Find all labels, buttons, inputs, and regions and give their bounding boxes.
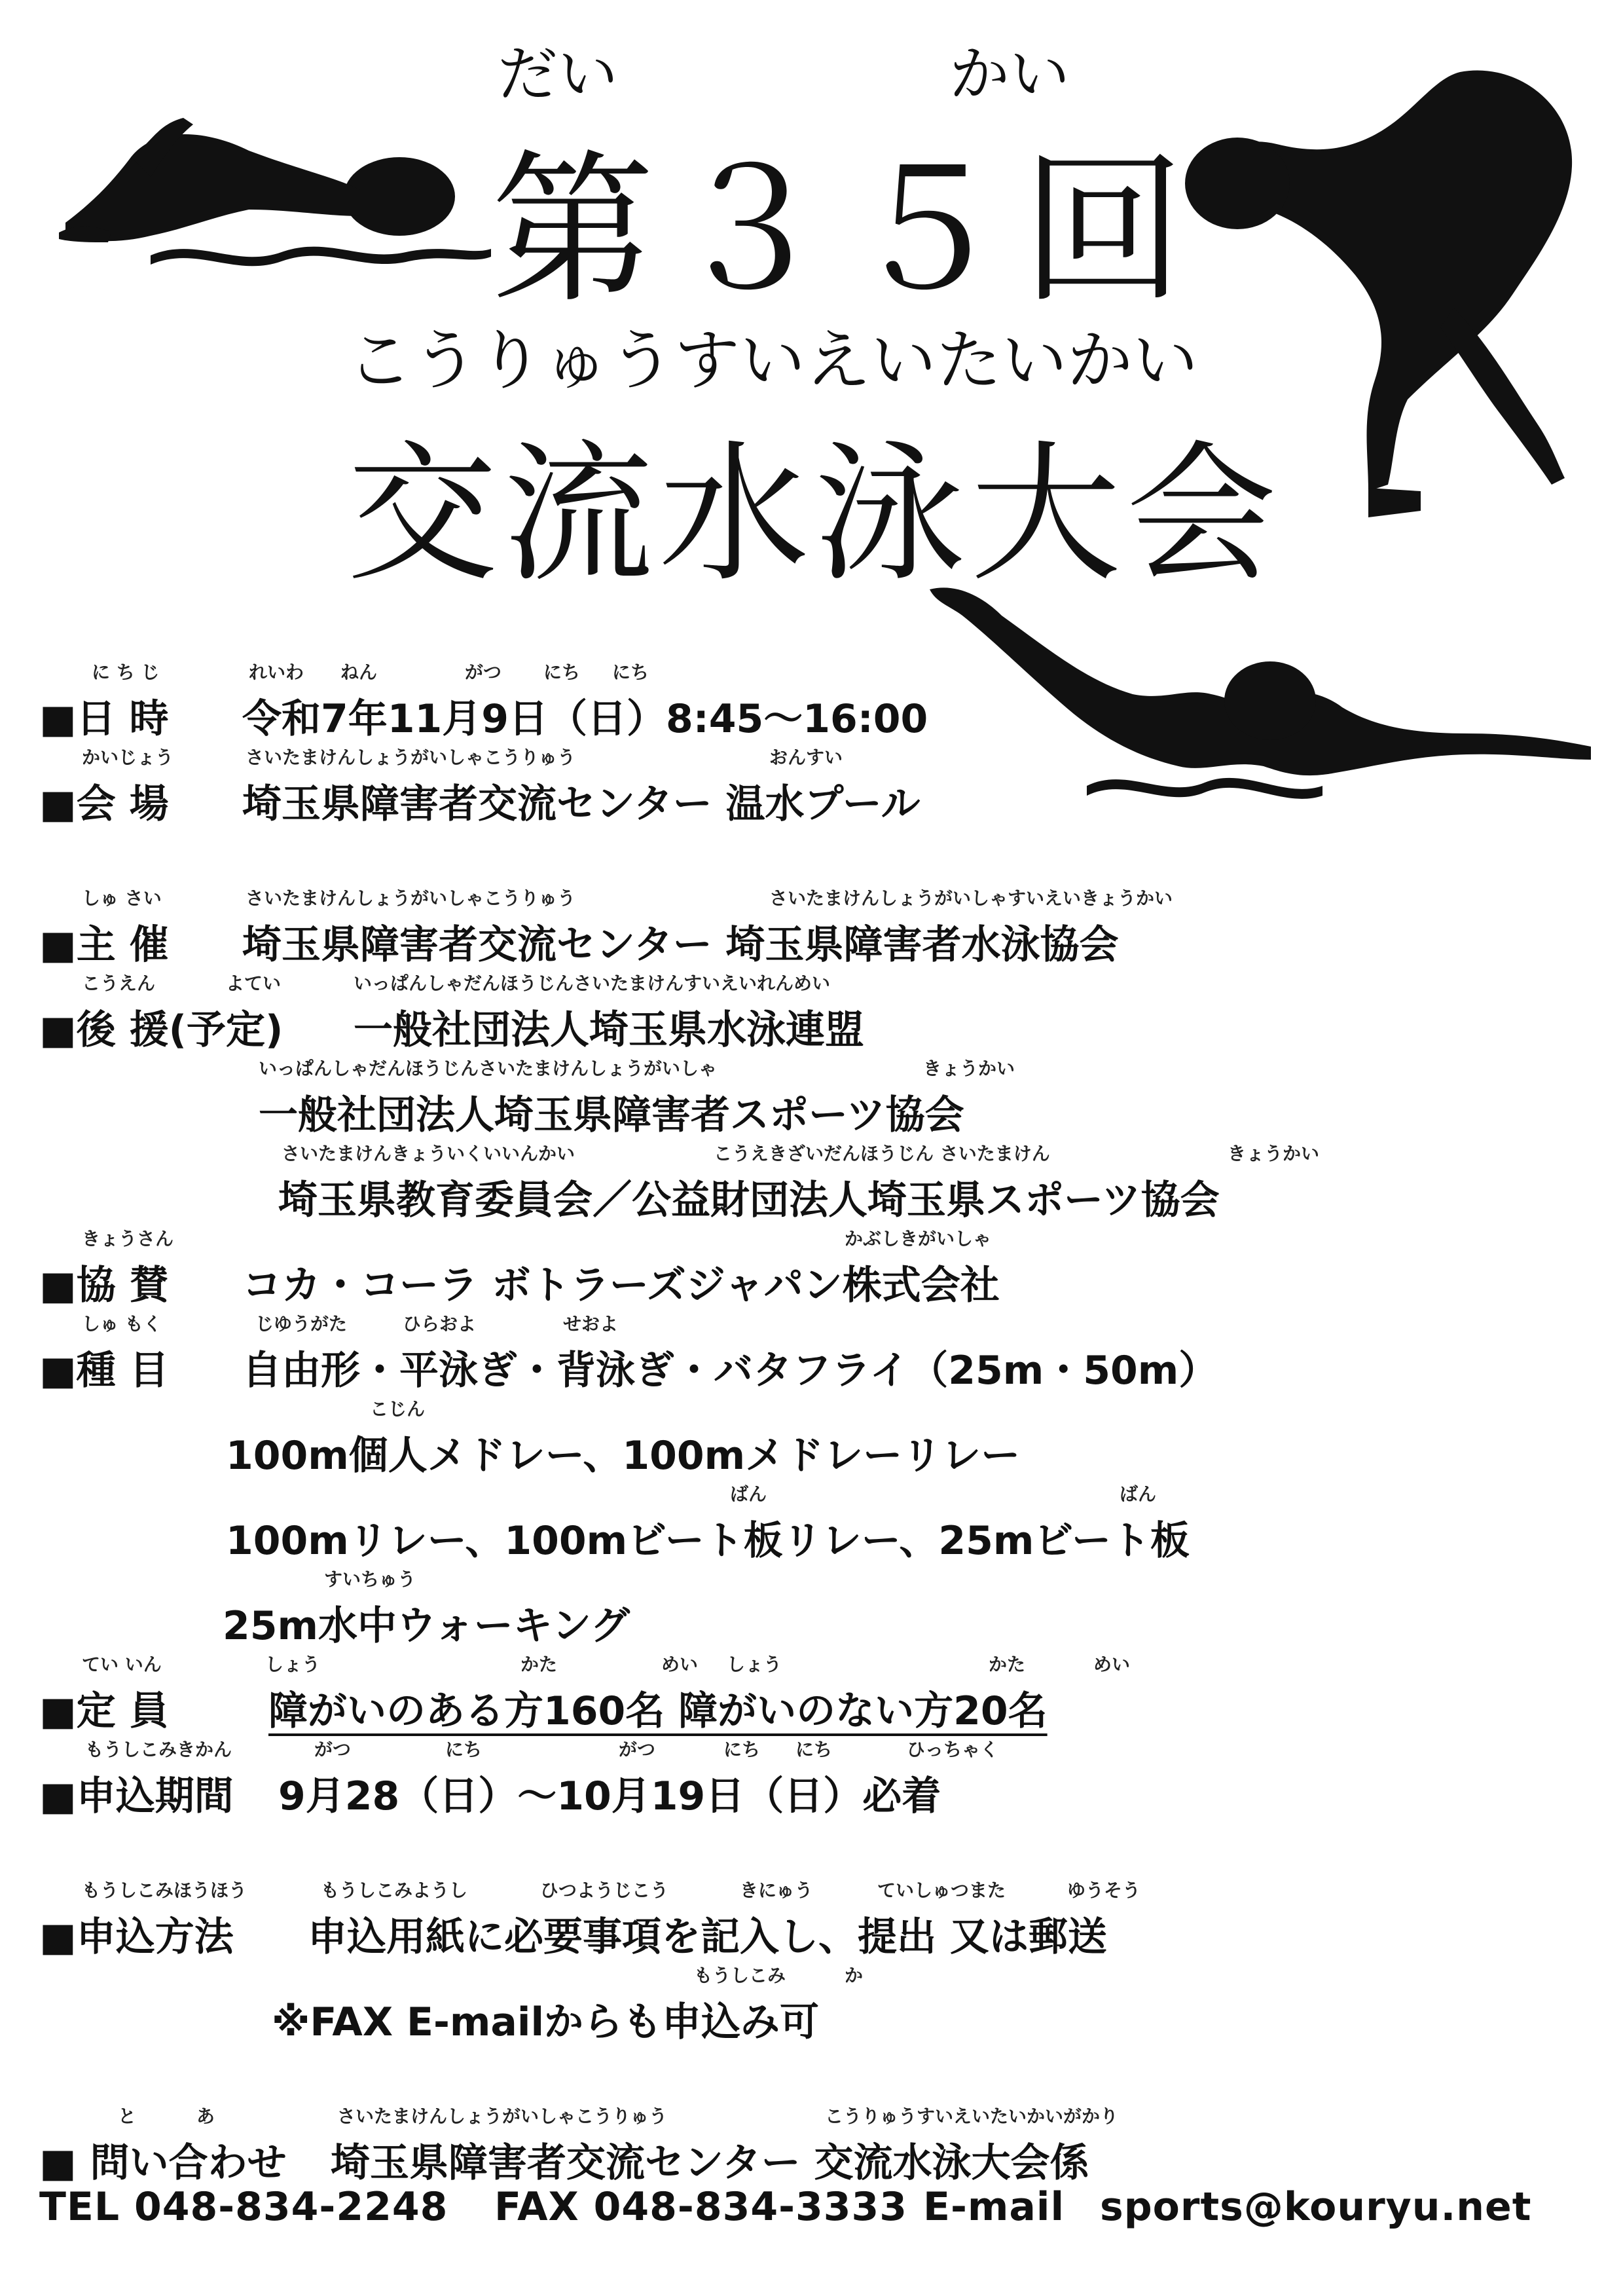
- ruby: いっぱんしゃだんほうじんさいたまけんしょうがいしゃ: [259, 1058, 718, 1079]
- ruby: さいたまけんきょういくいいんかい: [282, 1143, 575, 1164]
- ruby: がつ: [314, 1739, 352, 1760]
- ruby: こじん: [370, 1398, 426, 1420]
- ruby: しょう: [727, 1654, 782, 1675]
- ruby: にち: [795, 1739, 833, 1760]
- ruby: あ: [196, 2105, 215, 2127]
- ruby: せおよ: [563, 1313, 619, 1335]
- title-ruby-dai: だい: [498, 39, 619, 109]
- ruby: かぶしきがいしゃ: [845, 1228, 992, 1250]
- ruby: ゆうそう: [1067, 1879, 1141, 1901]
- ruby-label: もうしこみほうほう: [82, 1879, 247, 1901]
- period-label: ■申込期間: [39, 1773, 234, 1819]
- contact-label: ■ 問い合わせ: [39, 2140, 287, 2186]
- ruby: さいたまけんしょうがいしゃこうりゅう: [246, 887, 576, 909]
- events-label: ■種 目: [39, 1348, 169, 1394]
- events-line-1: 自由形・平泳ぎ・背泳ぎ・バタフライ（25m・50m）: [242, 1348, 1218, 1394]
- events-line-2: 100m個人メドレー、100mメドレーリレー: [226, 1433, 1021, 1479]
- support-line-1: 一般社団法人埼玉県水泳連盟: [354, 1007, 864, 1053]
- support-line-3: 埼玉県教育委員会／公益財団法人埼玉県スポーツ協会: [278, 1177, 1220, 1223]
- ruby-label: もうしこみきかん: [85, 1739, 232, 1760]
- method-label: ■申込方法: [39, 1914, 234, 1960]
- date-value: 令和7年11月9日（日）8:45～16:00: [242, 696, 928, 742]
- ruby: さいたまけんしょうがいしゃすいえいきょうかい: [769, 887, 1173, 909]
- swimmer-butterfly-icon: [917, 576, 1604, 851]
- support-label: ■後 援(予定): [39, 1007, 283, 1053]
- ruby: と: [118, 2105, 137, 2127]
- ruby-label: しゅ さい: [82, 887, 162, 909]
- title-main: 第３５回: [491, 135, 1198, 325]
- ruby: おんすい: [769, 747, 843, 768]
- capacity-value: 障がいのある方160名 障がいのない方20名: [268, 1688, 1048, 1734]
- host-value: 埼玉県障害者交流センター 埼玉県障害者水泳協会: [242, 922, 1119, 968]
- title-name: 交流水泳大会: [347, 428, 1283, 602]
- sponsor-label: ■協 賛: [39, 1263, 169, 1308]
- sponsor-value: コカ・コーラ ボトラーズジャパン株式会社: [242, 1263, 1000, 1308]
- ruby: いっぱんしゃだんほうじんさいたまけんすいえいれんめい: [354, 972, 831, 994]
- contact-value: 埼玉県障害者交流センター 交流水泳大会係: [331, 2140, 1089, 2186]
- ruby: ひっちゃく: [907, 1739, 999, 1760]
- date-label: ■日 時: [39, 696, 169, 742]
- contact-tel[interactable]: TEL 048-834-2248: [39, 2184, 448, 2230]
- ruby: ていしゅつまた: [877, 1879, 1006, 1901]
- ruby: かた: [989, 1654, 1026, 1675]
- ruby-label: こうえん: [82, 972, 156, 994]
- contact-email[interactable]: sports@kouryu.net: [1100, 2184, 1532, 2230]
- events-line-4: 25m水中ウォーキング: [223, 1603, 630, 1649]
- ruby-label: きょうさん: [82, 1228, 174, 1250]
- method-value: 申込用紙に必要事項を記入し、提出 又は郵送: [308, 1914, 1107, 1960]
- capacity-label: ■定 員: [39, 1688, 169, 1734]
- ruby-label: かいじょう: [82, 747, 174, 768]
- ruby: こうりゅうすいえいたいかいがかり: [825, 2105, 1119, 2127]
- events-line-3: 100mリレー、100mビート板リレー、25mビート板: [226, 1518, 1190, 1564]
- host-label: ■主 催: [39, 922, 169, 968]
- ruby: がつ: [619, 1739, 656, 1760]
- venue-label: ■会 場: [39, 781, 169, 827]
- ruby: もうしこみようし: [321, 1879, 468, 1901]
- contact-fax: FAX 048-834-3333: [494, 2184, 907, 2230]
- ruby: か: [845, 1965, 864, 1986]
- ruby: しょう: [265, 1654, 321, 1675]
- ruby: れいわ: [249, 661, 304, 683]
- ruby: めい: [661, 1654, 699, 1675]
- ruby: めい: [1093, 1654, 1131, 1675]
- ruby: きにゅう: [740, 1879, 813, 1901]
- ruby: にち: [612, 661, 649, 683]
- ruby: もうしこみ: [694, 1965, 786, 1986]
- ruby: ひつようじこう: [540, 1879, 669, 1901]
- ruby: にち: [543, 661, 581, 683]
- ruby: きょうかい: [923, 1058, 1015, 1079]
- ruby: にち: [723, 1739, 761, 1760]
- ruby: がつ: [465, 661, 502, 683]
- venue-value: 埼玉県障害者交流センター 温水プール: [242, 781, 921, 827]
- email-label: E-mail: [923, 2184, 1065, 2230]
- ruby: こうえきざいだんほうじん さいたまけん: [714, 1143, 1050, 1164]
- title-ruby-kai: かい: [949, 39, 1070, 109]
- swimmer-crawl-icon: [52, 105, 498, 282]
- ruby: にち: [445, 1739, 483, 1760]
- title-kana: こうりゅうすいえいたいかい: [347, 322, 1198, 399]
- ruby: よてい: [226, 972, 282, 994]
- method-note: ※FAX E-mailからも申込み可: [272, 1999, 820, 2045]
- ruby: さいたまけんしょうがいしゃこうりゅう: [337, 2105, 668, 2127]
- ruby: ねん: [340, 661, 378, 683]
- ruby: ひらおよ: [403, 1313, 477, 1335]
- ruby: きょうかい: [1228, 1143, 1320, 1164]
- ruby: すいちゅう: [324, 1568, 416, 1590]
- ruby: じゆうがた: [255, 1313, 348, 1335]
- ruby-label: てい いん: [82, 1654, 162, 1675]
- ruby: ばん: [1120, 1483, 1157, 1505]
- ruby: さいたまけんしょうがいしゃこうりゅう: [246, 747, 576, 768]
- period-value: 9月28（日）～10月19日（日）必着: [278, 1773, 941, 1819]
- ruby: ばん: [730, 1483, 767, 1505]
- support-line-2: 一般社団法人埼玉県障害者スポーツ協会: [259, 1092, 964, 1138]
- ruby: かた: [520, 1654, 558, 1675]
- ruby-label: しゅ もく: [82, 1313, 162, 1335]
- ruby-label: に ち じ: [92, 661, 160, 683]
